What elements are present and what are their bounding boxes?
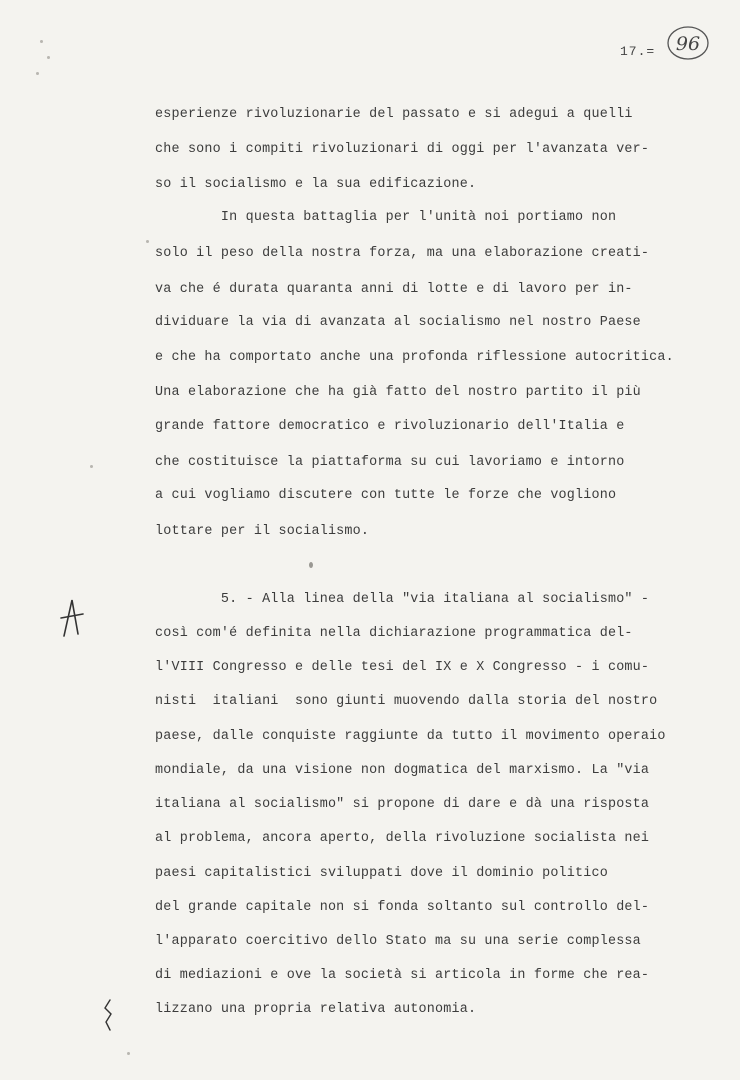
text-line: esperienze rivoluzionarie del passato e si adegui a quelli	[155, 107, 633, 122]
text-line: lizzano una propria relativa autonomia.	[155, 1002, 477, 1017]
text-line: italiana al socialismo" si propone di dare e dà una risposta	[155, 797, 650, 812]
text-line: l'VIII Congresso e delle tesi del IX e X Congresso - i comu-	[155, 660, 650, 675]
speck-mark	[40, 40, 43, 43]
text-line: dividuare la via di avanzata al socialismo nel nostro Paese	[155, 315, 641, 330]
speck-mark	[127, 1052, 130, 1055]
text-line: Una elaborazione che ha già fatto del nostro partito il più	[155, 385, 641, 400]
stamp-number: 96	[675, 33, 701, 55]
text-line: 5. - Alla linea della "via italiana al socialismo" -	[155, 592, 650, 607]
speck-mark	[36, 72, 39, 75]
text-line: e che ha comportato anche una profonda riflessione autocritica.	[155, 350, 674, 365]
text-line: che sono i compiti rivoluzionari di oggi per l'avanzata ver-	[155, 142, 650, 157]
handwritten-bracket-mark-icon	[100, 998, 118, 1032]
text-line: In questa battaglia per l'unità noi portiamo non	[155, 210, 617, 225]
text-line: paese, dalle conquiste raggiunte da tutto il movimento operaio	[155, 729, 666, 744]
speck-mark	[47, 56, 50, 59]
text-line: lottare per il socialismo.	[155, 524, 370, 539]
text-line: a cui vogliamo discutere con tutte le forze che vogliono	[155, 488, 617, 503]
handwritten-a-mark-icon	[58, 596, 86, 640]
speck-mark	[146, 240, 149, 243]
text-line: che costituisce la piattaforma su cui lavoriamo e intorno	[155, 455, 625, 470]
page-header	[620, 22, 730, 72]
text-line: paesi capitalistici sviluppati dove il dominio politico	[155, 866, 608, 881]
page-number: 17.=	[620, 44, 656, 59]
text-line: mondiale, da una visione non dogmatica del marxismo. La "via	[155, 763, 650, 778]
speck-mark	[309, 562, 313, 568]
text-line: al problema, ancora aperto, della rivoluzione socialista nei	[155, 831, 650, 846]
text-line: così com'é definita nella dichiarazione programmatica del-	[155, 626, 633, 641]
text-line: di mediazioni e ove la società si articola in forme che rea-	[155, 968, 650, 983]
page-stamp-icon	[666, 24, 710, 62]
text-line: nisti italiani sono giunti muovendo dalla storia del nostro	[155, 694, 658, 709]
text-line: del grande capitale non si fonda soltanto sul controllo del-	[155, 900, 650, 915]
text-line: va che é durata quaranta anni di lotte e di lavoro per in-	[155, 282, 633, 297]
text-line: l'apparato coercitivo dello Stato ma su una serie complessa	[155, 934, 641, 949]
text-line: so il socialismo e la sua edificazione.	[155, 177, 477, 192]
text-line: grande fattore democratico e rivoluzionario dell'Italia e	[155, 419, 625, 434]
speck-mark	[90, 465, 93, 468]
text-line: solo il peso della nostra forza, ma una elaborazione creati-	[155, 246, 650, 261]
